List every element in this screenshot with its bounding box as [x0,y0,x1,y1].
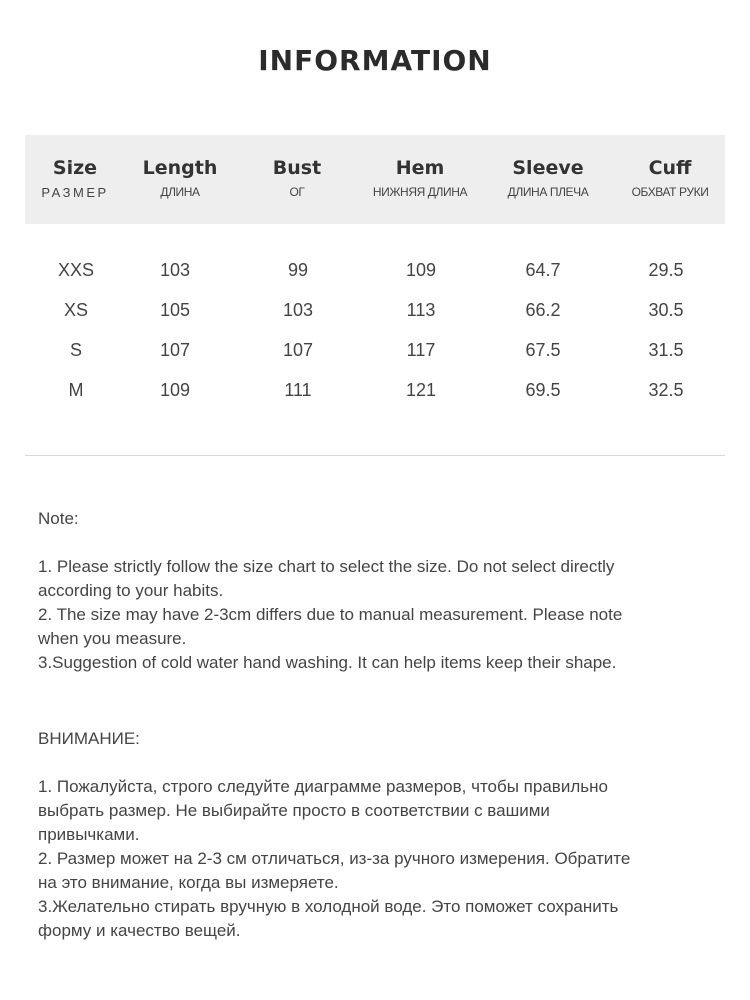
hem-cell: 121 [405,380,437,400]
header-sleeve-sublabel: ДЛИНА ПЛЕЧА [507,185,589,199]
note-english [38,507,718,675]
note-line: 2. The size may have 2-3cm differs due to manual measurement. Please note [38,605,623,624]
hem-cell: 117 [406,340,436,360]
hem-cell: 109 [405,260,437,280]
header-sleeve [488,135,608,224]
note-line: when you measure. [38,629,187,648]
header-hem [360,135,480,224]
header-length [120,135,240,224]
header-hem-sublabel: НИЖНЯЯ ДЛИНА [372,185,468,199]
note-line: 3.Желательно стирать вручную в холодной воде. Это поможет сохранить [38,897,619,916]
sleeve-cell: 67.5 [525,340,561,360]
note-line: выбрать размер. Не выбирайте просто в соответствии с вашими [38,801,550,820]
table-row [0,340,750,370]
cuff-cell: 31.5 [648,340,684,360]
cuff-cell: 29.5 [648,260,684,280]
size-table-header [25,135,725,224]
note-heading: Note: [38,509,79,528]
table-row [0,260,750,290]
header-bust-sublabel: ОГ [289,185,305,199]
header-size-label: Size [52,157,98,179]
header-size [25,135,125,224]
length-cell: 105 [159,300,191,320]
bust-cell: 103 [282,300,314,320]
length-cell: 109 [159,380,191,400]
note-line: 2. Размер может на 2-3 см отличаться, из-за ручного измерения. Обратите [38,849,631,868]
header-bust-label: Bust [272,157,322,179]
note-heading: ВНИМАНИЕ: [38,729,140,748]
page-title: INFORMATION [258,44,492,77]
bust-cell: 107 [282,340,314,360]
size-cell: M [68,380,84,400]
note-line: according to your habits. [38,581,224,600]
bust-cell: 111 [284,380,312,400]
note-russian [38,727,718,943]
note-line: привычками. [38,825,140,844]
header-cuff-label: Cuff [648,157,692,179]
note-line: форму и качество вещей. [38,921,241,940]
note-line: на это внимание, когда вы измеряете. [38,873,339,892]
sleeve-cell: 69.5 [525,380,561,400]
note-line: 1. Пожалуйста, строго следуйте диаграмме размеров, чтобы правильно [38,777,608,796]
header-hem-label: Hem [395,157,445,179]
header-size-sublabel: РАЗМЕР [41,185,109,200]
length-cell: 107 [159,340,191,360]
size-cell: XXS [57,260,95,280]
note-line: 3.Suggestion of cold water hand washing. It can help items keep their shape. [38,653,617,672]
header-sleeve-label: Sleeve [512,157,584,179]
header-cuff-sublabel: ОБХВАТ РУКИ [631,185,709,199]
sleeve-cell: 66.2 [525,300,561,320]
header-length-sublabel: ДЛИНА [160,185,200,199]
note-line: 1. Please strictly follow the size chart to select the size. Do not select directly [38,557,615,576]
section-divider [25,455,725,456]
length-cell: 103 [159,260,191,280]
cuff-cell: 30.5 [648,300,684,320]
header-length-label: Length [142,157,218,179]
cuff-cell: 32.5 [648,380,684,400]
size-cell: S [69,340,82,360]
sleeve-cell: 64.7 [525,260,561,280]
header-bust [237,135,357,224]
header-cuff [610,135,730,224]
bust-cell: 99 [287,260,309,280]
table-row [0,300,750,330]
size-cell: XS [63,300,88,320]
table-row [0,380,750,410]
hem-cell: 113 [406,300,436,320]
